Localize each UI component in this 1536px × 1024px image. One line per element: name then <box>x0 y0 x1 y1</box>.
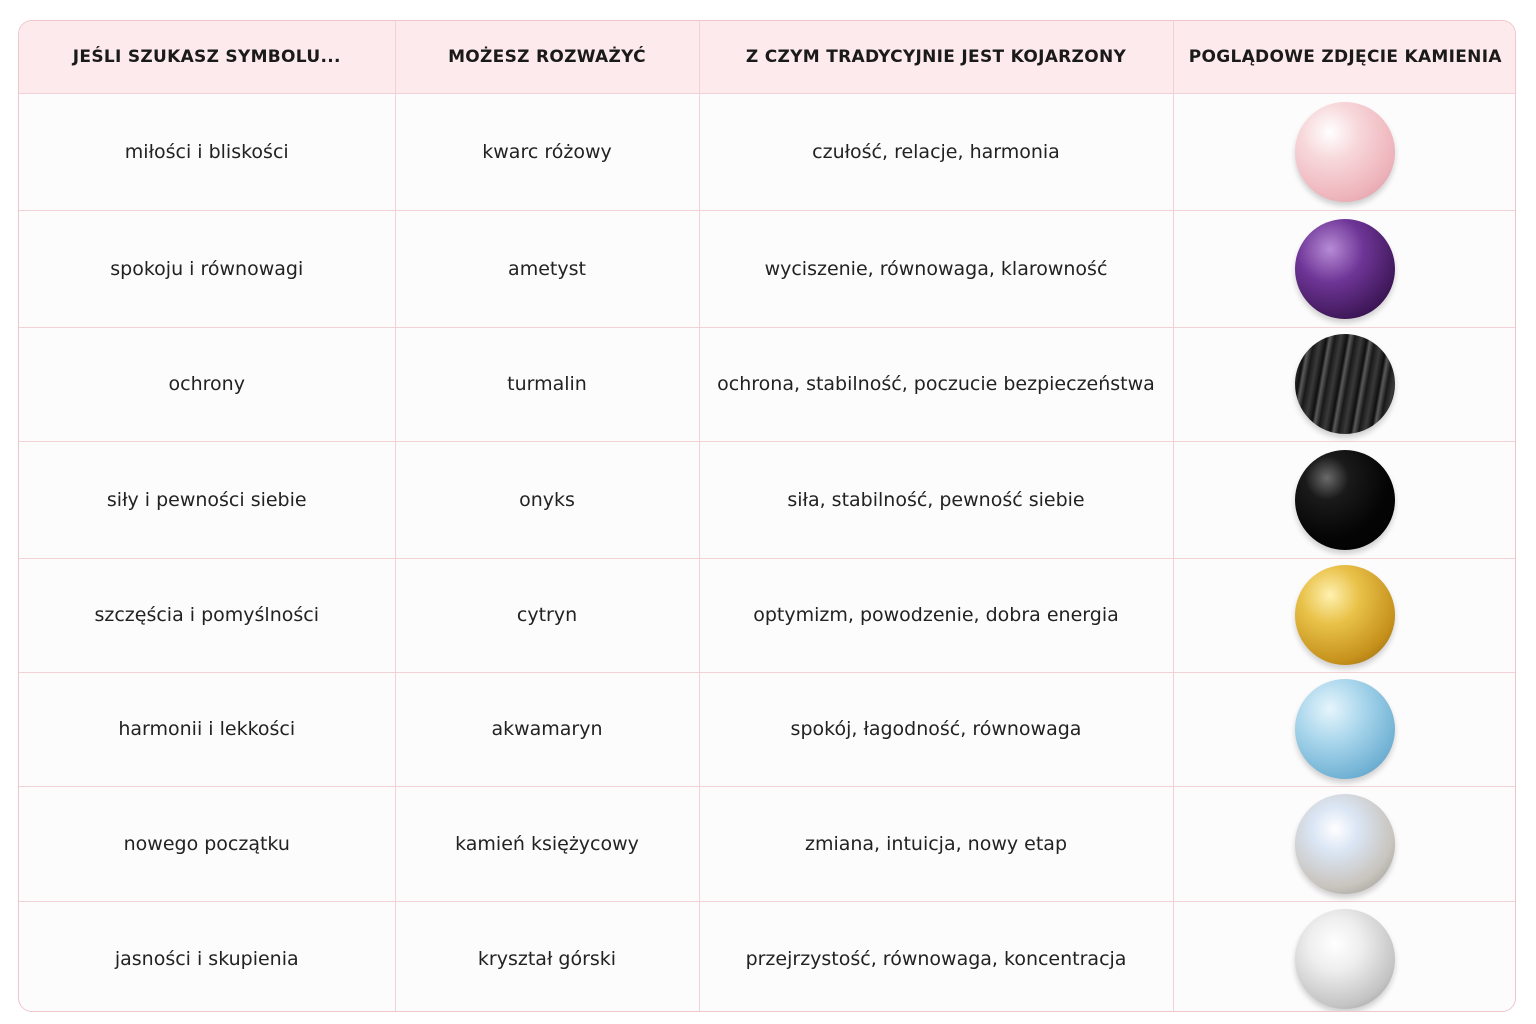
cell-photo <box>1173 558 1516 672</box>
aquamarine-stone-image <box>1295 679 1395 779</box>
header-meaning: Z CZYM TRADYCYJNIE JEST KOJARZONY <box>699 21 1173 93</box>
stones-table-frame <box>18 20 1516 1012</box>
table-row <box>19 672 1516 786</box>
cell-symbol: jasności i skupienia <box>19 901 395 1012</box>
cell-symbol: ochrony <box>19 327 395 441</box>
cell-stone: ametyst <box>395 210 699 327</box>
cell-symbol: nowego początku <box>19 786 395 901</box>
cell-stone: akwamaryn <box>395 672 699 786</box>
onyx-stone-image <box>1295 450 1395 550</box>
cell-stone: onyks <box>395 441 699 558</box>
cell-stone: turmalin <box>395 327 699 441</box>
table-row <box>19 93 1516 210</box>
stones-table <box>19 21 1516 1012</box>
cell-photo <box>1173 327 1516 441</box>
table-row <box>19 786 1516 901</box>
table-row <box>19 327 1516 441</box>
cell-symbol: spokoju i równowagi <box>19 210 395 327</box>
cell-photo <box>1173 210 1516 327</box>
cell-meaning: przejrzystość, równowaga, koncentracja <box>699 901 1173 1012</box>
cell-stone: kwarc różowy <box>395 93 699 210</box>
tourmaline-stone-image <box>1295 334 1395 434</box>
cell-meaning: siła, stabilność, pewność siebie <box>699 441 1173 558</box>
cell-photo <box>1173 786 1516 901</box>
cell-stone: cytryn <box>395 558 699 672</box>
table-row <box>19 441 1516 558</box>
cell-meaning: zmiana, intuicja, nowy etap <box>699 786 1173 901</box>
cell-photo <box>1173 93 1516 210</box>
moonstone-stone-image <box>1295 794 1395 894</box>
cell-symbol: miłości i bliskości <box>19 93 395 210</box>
rose-quartz-stone-image <box>1295 102 1395 202</box>
cell-meaning: optymizm, powodzenie, dobra energia <box>699 558 1173 672</box>
amethyst-stone-image <box>1295 219 1395 319</box>
cell-meaning: spokój, łagodność, równowaga <box>699 672 1173 786</box>
cell-stone: kryształ górski <box>395 901 699 1012</box>
cell-photo <box>1173 672 1516 786</box>
table-row <box>19 210 1516 327</box>
cell-meaning: czułość, relacje, harmonia <box>699 93 1173 210</box>
citrine-stone-image <box>1295 565 1395 665</box>
cell-symbol: siły i pewności siebie <box>19 441 395 558</box>
cell-symbol: szczęścia i pomyślności <box>19 558 395 672</box>
cell-meaning: ochrona, stabilność, poczucie bezpieczeństwa <box>699 327 1173 441</box>
header-symbol: JEŚLI SZUKASZ SYMBOLU... <box>19 21 395 93</box>
table-header-row <box>19 21 1516 93</box>
header-photo: POGLĄDOWE ZDJĘCIE KAMIENIA <box>1173 21 1516 93</box>
rock-crystal-stone-image <box>1295 909 1395 1009</box>
table-row <box>19 901 1516 1012</box>
cell-symbol: harmonii i lekkości <box>19 672 395 786</box>
cell-stone: kamień księżycowy <box>395 786 699 901</box>
cell-photo <box>1173 441 1516 558</box>
cell-meaning: wyciszenie, równowaga, klarowność <box>699 210 1173 327</box>
table-row <box>19 558 1516 672</box>
header-stone: MOŻESZ ROZWAŻYĆ <box>395 21 699 93</box>
cell-photo <box>1173 901 1516 1012</box>
